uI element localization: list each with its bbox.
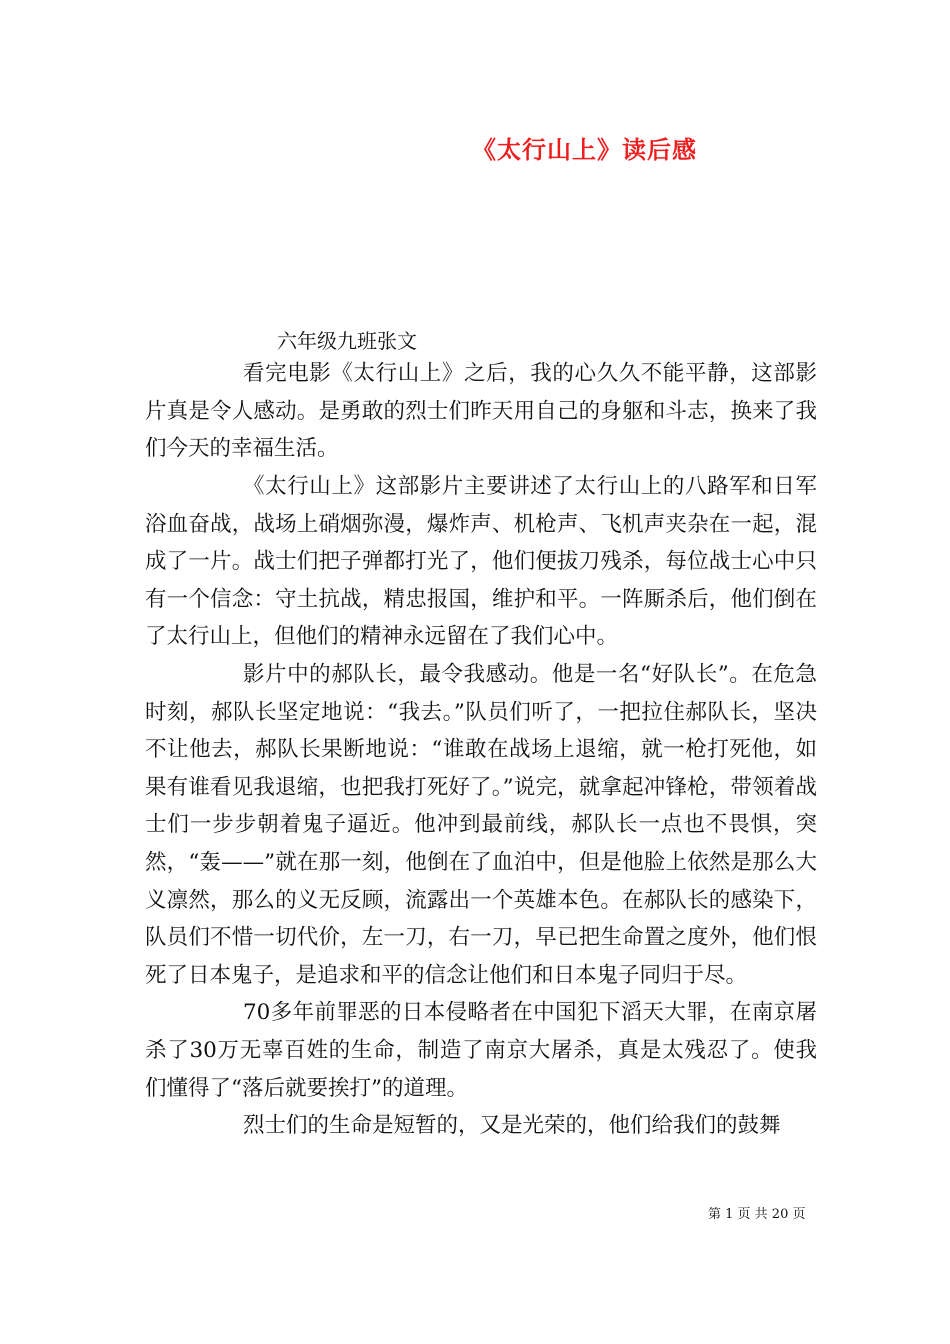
paragraph-3: 影片中的郝队长，最令我感动。他是一名“好队长”。在危急时刻，郝队长坚定地说：“我去。”队员们听了，一把拉住郝队长，坚决不让他去，郝队长果断地说：“谁敢在战场上退缩，就一枪打死他，如果有谁看见我退缩，也把我打死好了。”说完，就拿起冲锋枪，带领着战士们一步步朝着鬼子逼近。他冲到最前线，郝队长一点也不畏惧，突然，“轰——”就在那一刻，他倒在了血泊中，但是他脸上依然是那么大义凛然，那么的义无反顾，流露出一个英雄本色。在郝队长的感染下，队员们不惜一切代价，左一刀，右一刀，早已把生命置之度外，他们恨死了日本鬼子，是追求和平的信念让他们和日本鬼子同归于尽。 (145, 661, 817, 988)
paragraph-4: 70多年前罪恶的日本侵略者在中国犯下滔天大罪，在南京屠杀了30万无辜百姓的生命，制造了南京大屠杀，真是太残忍了。使我们懂得了“落后就要挨打”的道理。 (145, 1000, 817, 1101)
page-footer: 第 1 页 共 20 页 (708, 1207, 806, 1222)
paragraph-1: 看完电影《太行山上》之后，我的心久久不能平静，这部影片真是令人感动。是勇敢的烈士们昨天用自己的身躯和斗志，换来了我们今天的幸福生活。 (145, 361, 817, 462)
author-line: 六年级九班张文 (277, 329, 417, 353)
document-body (145, 355, 817, 1145)
document-title: 《太行山上》读后感 (472, 136, 697, 164)
paragraph-2: 《太行山上》这部影片主要讲述了太行山上的八路军和日军浴血奋战，战场上硝烟弥漫，爆炸声、机枪声、飞机声夹杂在一起，混成了一片。战士们把子弹都打光了，他们便拔刀残杀，每位战士心中只有一个信念：守土抗战，精忠报国，维护和平。一阵厮杀后，他们倒在了太行山上，但他们的精神永远留在了我们心中。 (145, 474, 817, 650)
paragraph-5: 烈士们的生命是短暂的，又是光荣的，他们给我们的鼓舞 (243, 1113, 781, 1139)
